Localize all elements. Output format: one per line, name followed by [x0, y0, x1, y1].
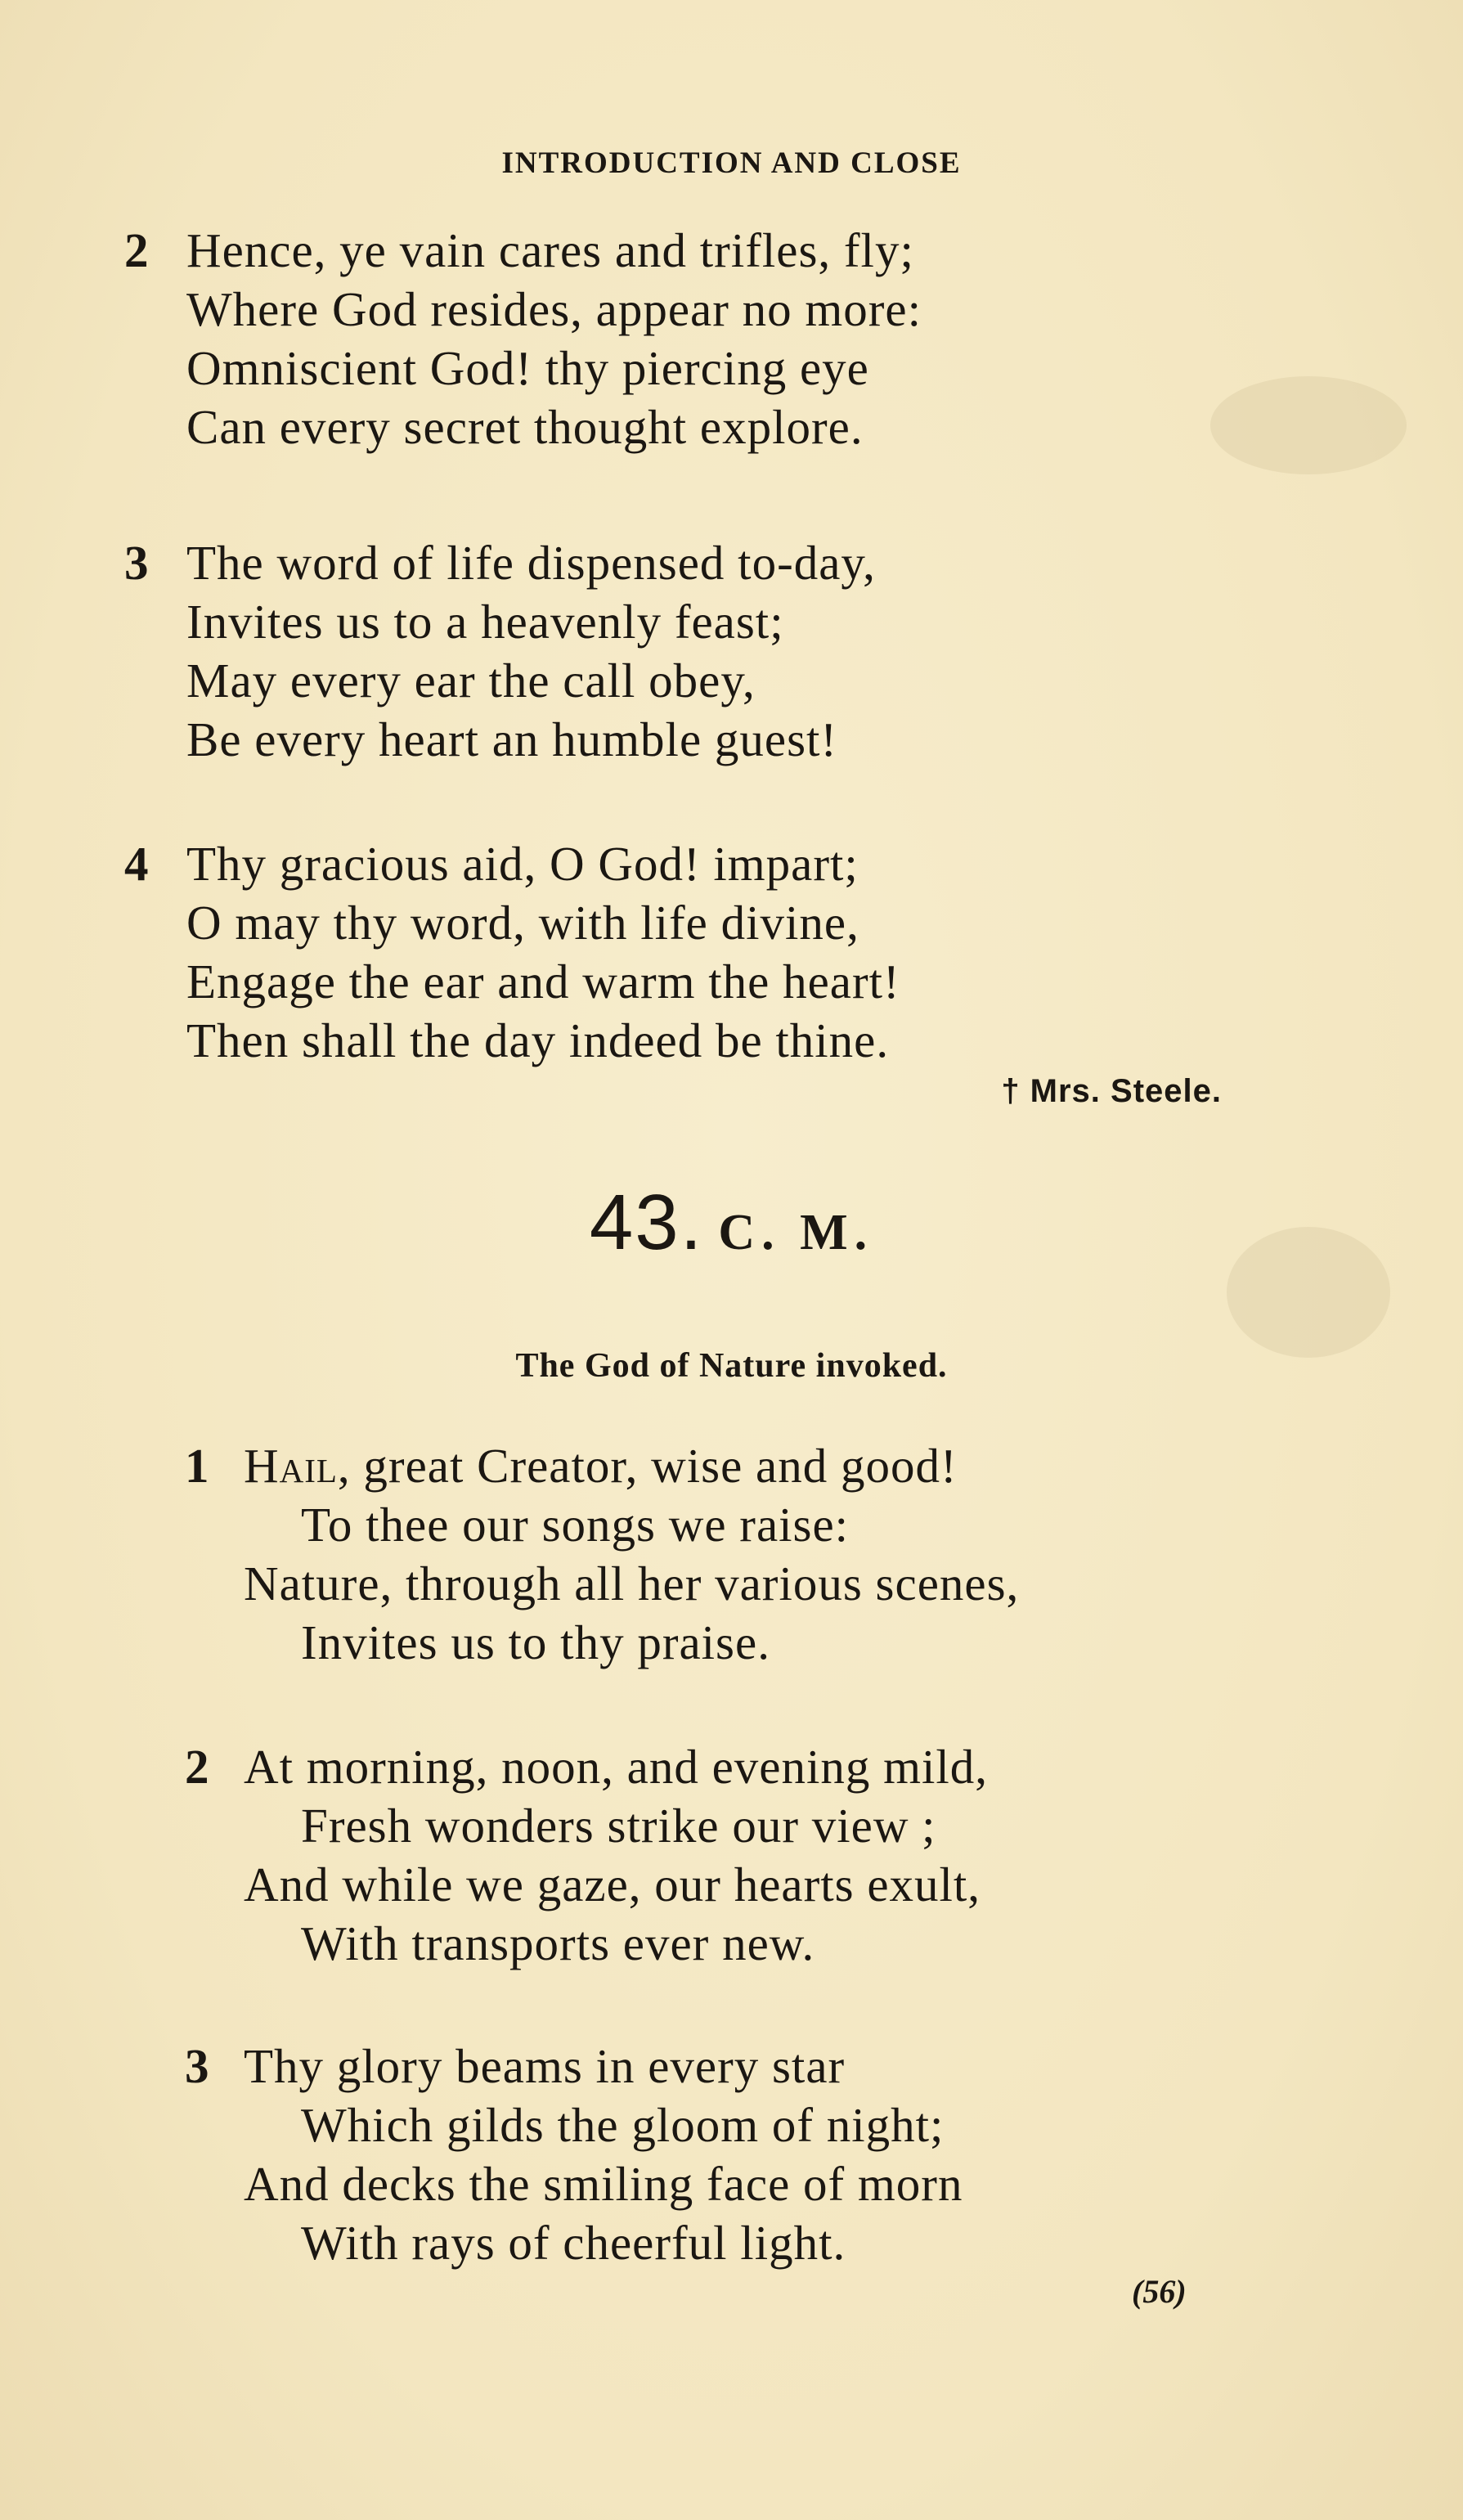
verse-line: Hence, ye vain cares and trifles, fly; — [186, 223, 914, 277]
stanza — [185, 1737, 989, 1973]
verse-line: Where God resides, appear no more: — [186, 282, 922, 336]
stanza — [124, 221, 922, 456]
stanza-number: 3 — [185, 2039, 210, 2093]
verse-line: May every ear the call obey, — [186, 654, 756, 707]
verse-line: Can every secret thought explore. — [186, 400, 864, 454]
stanza — [185, 1436, 1020, 1672]
verse-line: And while we gaze, our hearts exult, — [244, 1857, 981, 1911]
author-attribution: † Mrs. Steele. — [1001, 1073, 1222, 1109]
verse-line: Nature, through all her various scenes, — [244, 1556, 1020, 1610]
hymn-meter: C. M. — [718, 1205, 874, 1260]
hymn-heading — [0, 1178, 1463, 1268]
verse-line: Omniscient God! thy piercing eye — [186, 341, 869, 395]
stanza-number: 3 — [124, 536, 150, 590]
verse-line: Which gilds the gloom of night; — [301, 2098, 945, 2152]
verse-line: O may thy word, with life divine, — [186, 896, 859, 950]
stanza-number: 2 — [185, 1740, 210, 1794]
verse-line: Invites us to thy praise. — [301, 1615, 770, 1669]
hymn-subtitle: The God of Nature invoked. — [515, 1347, 948, 1385]
first-line-rest: great Creator, wise and good! — [350, 1439, 958, 1493]
stanza-number: 1 — [185, 1439, 210, 1493]
verse-line: Invites us to a heavenly feast; — [186, 595, 784, 649]
stanza — [124, 533, 876, 769]
verse-line: To thee our songs we raise: — [301, 1498, 850, 1552]
stanza — [124, 834, 900, 1070]
verse-line: And decks the smiling face of morn — [244, 2157, 963, 2211]
verse-line: Be every heart an humble guest! — [186, 712, 838, 766]
verse-line: Then shall the day indeed be thine. — [186, 1013, 890, 1067]
verse-line: Engage the ear and warm the heart! — [186, 955, 900, 1008]
verse-line — [244, 1436, 1019, 1495]
verse-line: With transports ever new. — [301, 1916, 815, 1970]
stanza — [185, 2037, 963, 2272]
running-header: INTRODUCTION AND CLOSE — [501, 146, 962, 180]
stanza-number: 2 — [124, 223, 150, 277]
verse-line: Fresh wonders strike our view ; — [301, 1799, 936, 1853]
verse-line: The word of life dispensed to-day, — [186, 536, 876, 590]
verse-line: With rays of cheerful light. — [301, 2216, 846, 2270]
first-word: Hail, — [244, 1439, 351, 1493]
verse-line: Thy gracious aid, O God! impart; — [186, 837, 859, 891]
hymn-number: 43. — [589, 1179, 704, 1266]
stanza-number: 4 — [124, 837, 150, 891]
verse-line: Thy glory beams in every star — [244, 2039, 846, 2093]
verse-line: At morning, noon, and evening mild, — [244, 1740, 989, 1794]
page-number: (56) — [1132, 2273, 1187, 2310]
paper-stain — [1210, 376, 1407, 474]
